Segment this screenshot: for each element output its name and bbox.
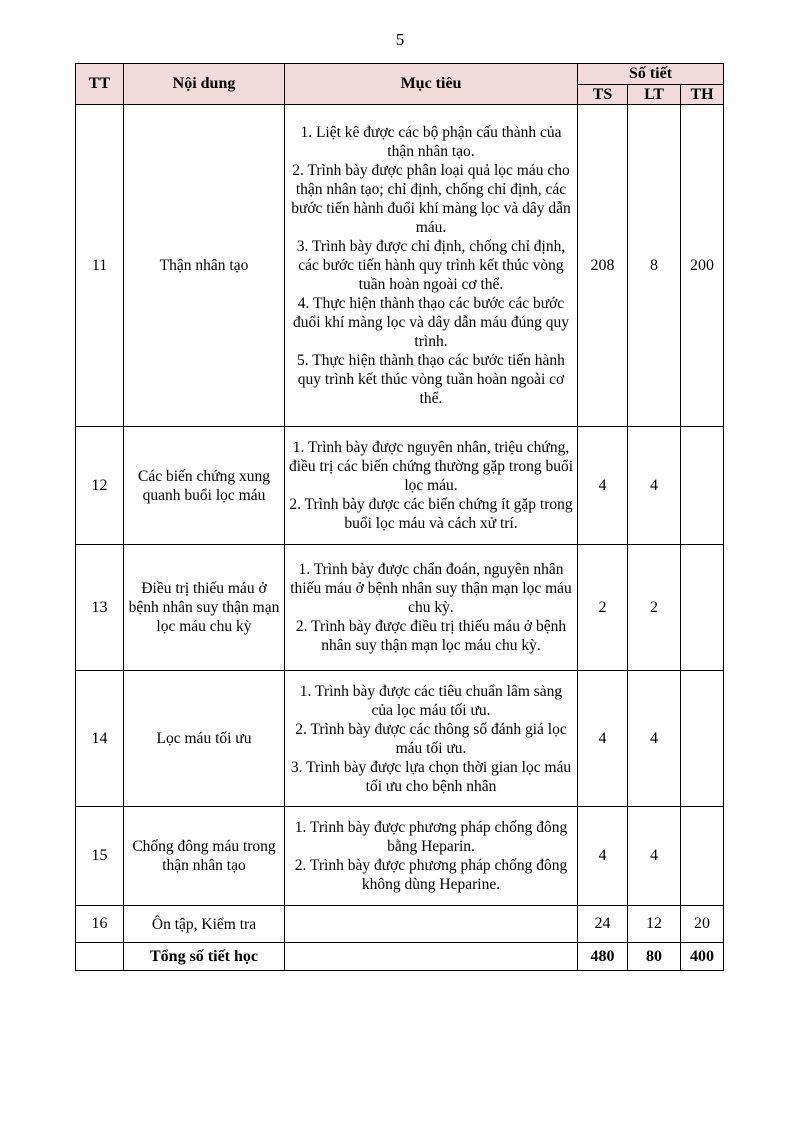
objectives-cell [285, 906, 578, 943]
tt-cell: 14 [76, 671, 124, 807]
curriculum-table [75, 63, 724, 971]
objectives-cell [285, 671, 578, 807]
tt-cell [76, 943, 124, 971]
header-noi-dung: Nội dung [124, 64, 285, 105]
ts-cell: 208 [578, 105, 628, 427]
tt-cell: 13 [76, 545, 124, 671]
table-row [76, 427, 724, 545]
objective-item: 2. Trình bày được các biến chứng ít gặp trong buổi lọc máu và cách xử trí. [289, 496, 573, 532]
header-tt: TT [76, 64, 124, 105]
tt-cell: 12 [76, 427, 124, 545]
ts-cell: 4 [578, 807, 628, 906]
content-cell: Ôn tập, Kiểm tra [124, 906, 285, 943]
content-cell: Lọc máu tối ưu [124, 671, 285, 807]
objective-item: 1. Trình bày được nguyên nhân, triệu chứng, điều trị các biến chứng thường gặp trong buổi lọc máu. [288, 439, 574, 494]
ts-cell: 4 [578, 427, 628, 545]
content-cell: Chống đông máu trong thận nhân tạo [124, 807, 285, 906]
header-so-tiet: Số tiết [578, 64, 724, 85]
total-label-cell: Tổng số tiết học [124, 943, 285, 971]
th-cell [681, 545, 724, 671]
lt-cell: 4 [628, 807, 681, 906]
lt-cell: 2 [628, 545, 681, 671]
total-row [76, 943, 724, 971]
header-muc-tieu: Mục tiêu [285, 64, 578, 105]
total-lt-cell: 80 [628, 943, 681, 971]
objectives-cell [285, 807, 578, 906]
objective-item: 3. Trình bày được lựa chọn thời gian lọc máu tối ưu cho bệnh nhân [290, 758, 572, 795]
objective-item: 1. Trình bày được các tiêu chuẩn lâm sàng của lọc máu tối ưu. [299, 682, 563, 719]
th-cell [681, 427, 724, 545]
objective-item: 4. Thực hiện thành thạo các bước các bước đuổi khí màng lọc và dây dẫn máu đúng quy trình. [293, 295, 569, 350]
th-cell: 200 [681, 105, 724, 427]
objective-item: 1. Trình bày được phương pháp chống đông bằng Heparin. [294, 819, 568, 855]
table-row [76, 906, 724, 943]
objective-item: 3. Trình bày được chỉ định, chống chỉ định, các bước tiến hành quy trình kết thúc vòng tuần hoàn ngoài cơ thể. [296, 238, 566, 293]
lt-cell: 8 [628, 105, 681, 427]
page-number: 5 [395, 30, 405, 49]
content-cell: Điều trị thiếu máu ở bệnh nhân suy thận mạn lọc máu chu kỳ [124, 545, 285, 671]
th-cell: 20 [681, 906, 724, 943]
content-cell: Các biến chứng xung quanh buổi lọc máu [124, 427, 285, 545]
tt-cell: 11 [76, 105, 124, 427]
th-cell [681, 807, 724, 906]
table-row [76, 807, 724, 906]
objective-item: 2. Trình bày được phân loại quả lọc máu cho thận nhân tạo; chỉ định, chống chỉ định, các bước tiến hành đuổi khí màng lọc và dây dẫn máu. [291, 162, 571, 236]
objectives-cell [285, 105, 578, 427]
table-row [76, 671, 724, 807]
objectives-cell [285, 545, 578, 671]
table-row [76, 545, 724, 671]
objective-item: 2. Trình bày được phương pháp chống đông không dùng Heparine. [294, 857, 568, 893]
objective-item: 1. Trình bày được chẩn đoán, nguyên nhân thiếu máu ở bệnh nhân suy thận mạn lọc máu chu kỳ. [290, 561, 572, 616]
lt-cell: 12 [628, 906, 681, 943]
objective-item: 2. Trình bày được các thông số đánh giá lọc máu tối ưu. [295, 720, 567, 757]
total-ts-cell: 480 [578, 943, 628, 971]
lt-cell: 4 [628, 671, 681, 807]
header-row-1 [76, 64, 724, 85]
th-cell [681, 671, 724, 807]
tt-cell: 15 [76, 807, 124, 906]
objectives-cell [285, 427, 578, 545]
ts-cell: 4 [578, 671, 628, 807]
ts-cell: 24 [578, 906, 628, 943]
content-cell: Thận nhân tạo [124, 105, 285, 427]
lt-cell: 4 [628, 427, 681, 545]
objective-item: 1. Liệt kê được các bộ phận cấu thành của thận nhân tạo. [300, 124, 562, 160]
table-row [76, 105, 724, 427]
tt-cell: 16 [76, 906, 124, 943]
ts-cell: 2 [578, 545, 628, 671]
objectives-cell [285, 943, 578, 971]
header-th: TH [681, 85, 724, 105]
objective-item: 5. Thực hiện thành thạo các bước tiến hành quy trình kết thúc vòng tuần hoàn ngoài cơ thể. [297, 352, 565, 407]
total-th-cell: 400 [681, 943, 724, 971]
header-ts: TS [578, 85, 628, 105]
header-lt: LT [628, 85, 681, 105]
objective-item: 2. Trình bày được điều trị thiếu máu ở bệnh nhân suy thận mạn lọc máu chu kỳ. [295, 618, 567, 654]
